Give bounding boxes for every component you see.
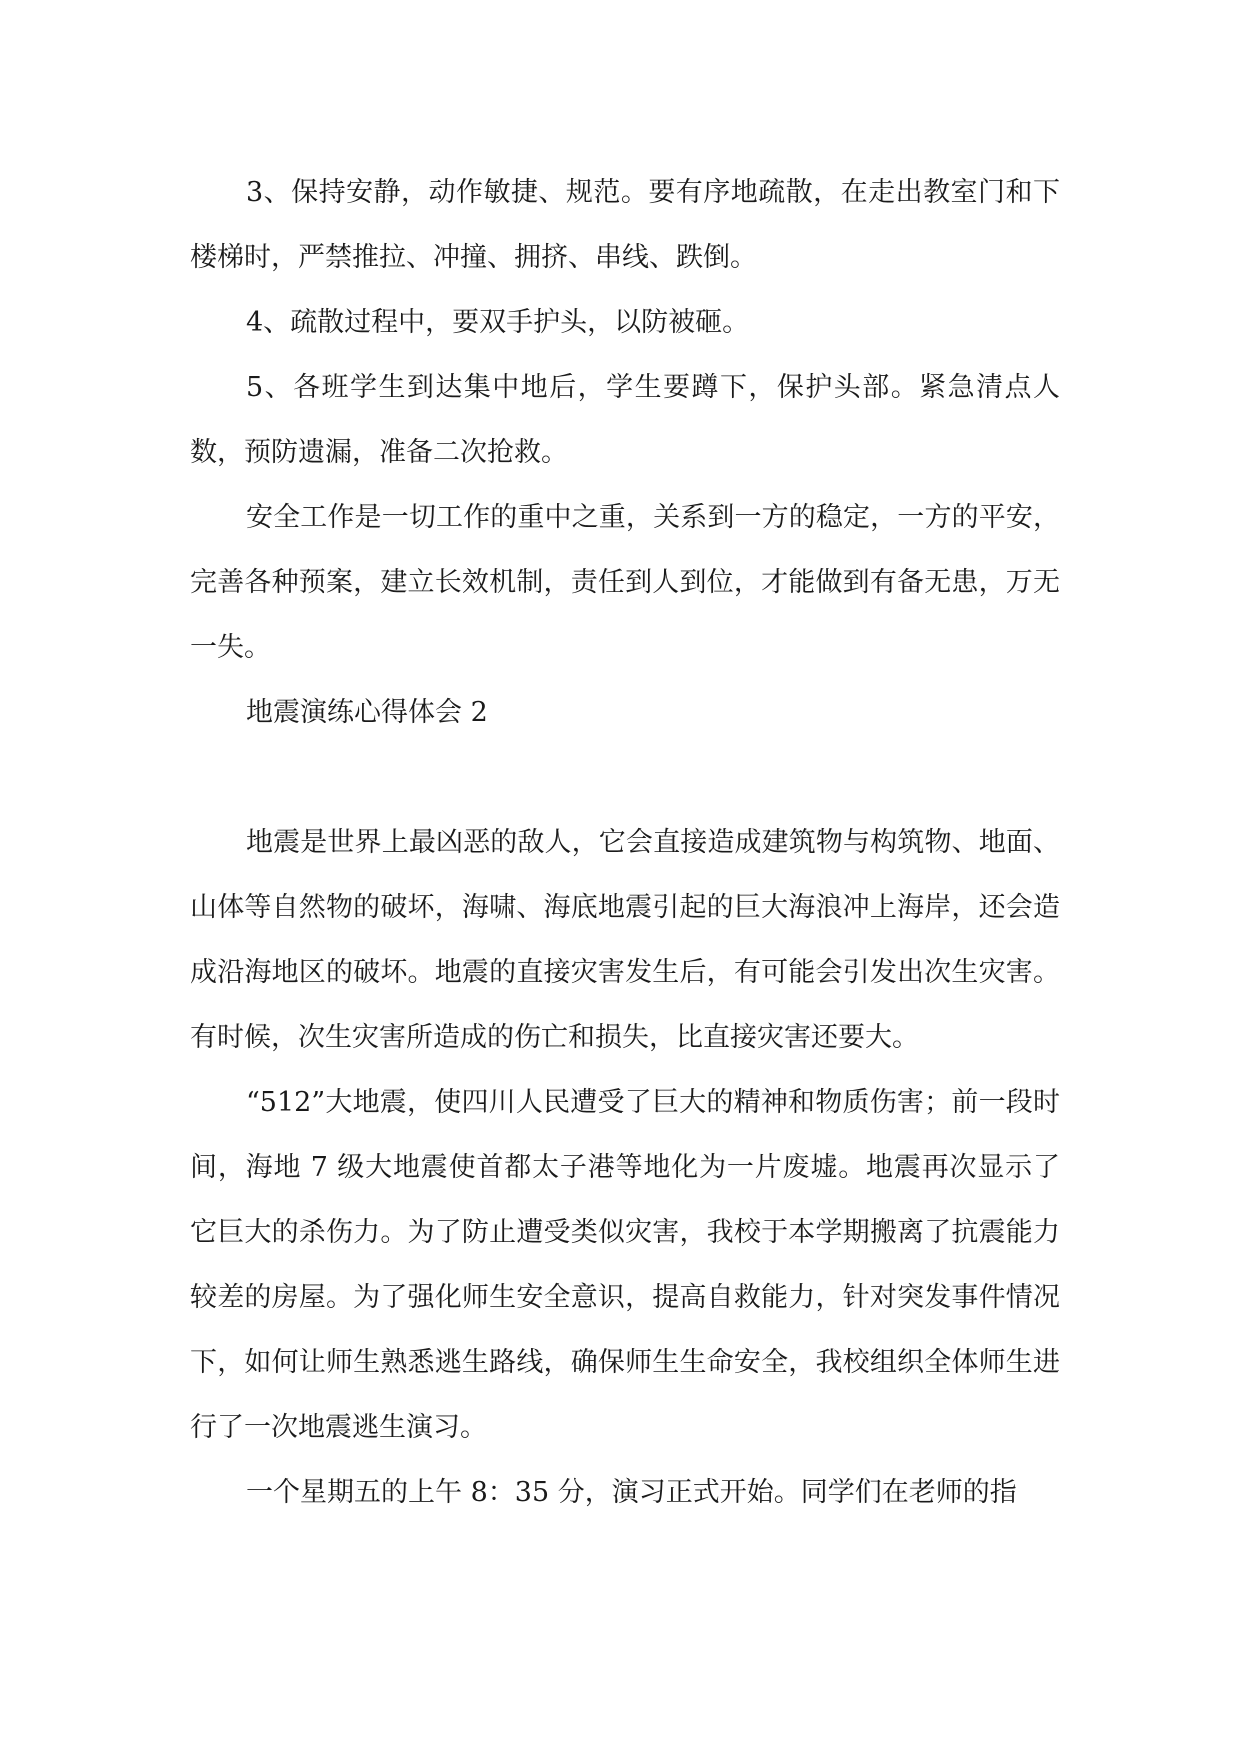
paragraph-drill-start: 一个星期五的上午 8：35 分，演习正式开始。同学们在老师的指	[246, 1477, 1017, 1508]
document-body	[190, 160, 1060, 1525]
paragraph-earthquake-intro: 地震是世界上最凶恶的敌人，它会直接造成建筑物与构筑物、地面、山体等自然物的破坏，海啸、海底地震引起的巨大海浪冲上海岸，还会造成沿海地区的破坏。地震的直接灾害发生后，有可能会引发出次生灾害。有时候，次生灾害所造成的伤亡和损失，比直接灾害还要大。	[190, 827, 1060, 1053]
paragraph-item-4: 4、疏散过程中，要双手护头，以防被砸。	[246, 307, 750, 338]
paragraph-safety-summary: 安全工作是一切工作的重中之重，关系到一方的稳定，一方的平安，完善各种预案，建立长效机制，责任到人到位，才能做到有备无患，万无一失。	[190, 502, 1060, 663]
paragraph-512-earthquake: “512”大地震，使四川人民遭受了巨大的精神和物质伤害；前一段时间，海地 7 级大地震使首都太子港等地化为一片废墟。地震再次显示了它巨大的杀伤力。为了防止遭受类似灾害，我校于本学期搬离了抗震能力较差的房屋。为了强化师生安全意识，提高自救能力，针对突发事件情况下，如何让师生熟悉逃生路线，确保师生生命安全，我校组织全体师生进行了一次地震逃生演习。	[190, 1087, 1060, 1443]
section-spacer	[190, 745, 1060, 810]
section-title: 地震演练心得体会 2	[246, 697, 488, 728]
paragraph-item-3: 3、保持安静，动作敏捷、规范。要有序地疏散，在走出教室门和下楼梯时，严禁推拉、冲撞、拥挤、串线、跌倒。	[190, 177, 1060, 273]
paragraph-item-5: 5、各班学生到达集中地后，学生要蹲下，保护头部。紧急清点人数，预防遗漏，准备二次抢救。	[190, 372, 1060, 468]
